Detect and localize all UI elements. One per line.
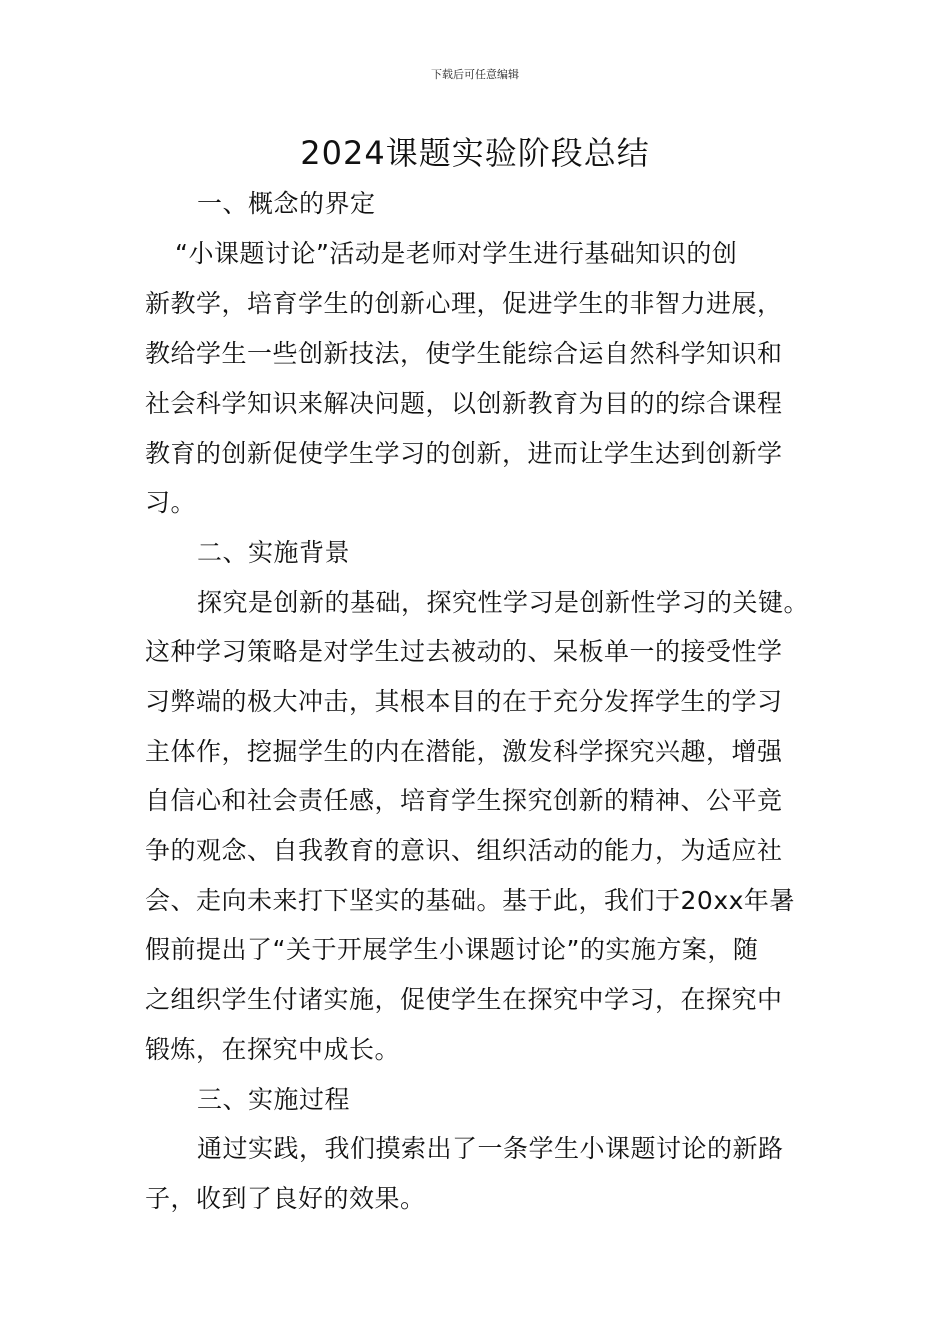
paragraph-line: 习弊端的极大冲击，其根本目的在于充分发挥学生的学习 [145, 687, 783, 716]
paragraph-line: 自信心和社会责任感，培育学生探究创新的精神、公平竞 [145, 786, 783, 815]
paragraph-line: 探究是创新的基础，探究性学习是创新性学习的关键。 [197, 588, 810, 617]
paragraph-line: 习。 [145, 488, 197, 517]
paragraph-line: 会、走向未来打下坚实的基础。基于此，我们于20xx年暑 [145, 886, 795, 915]
section-heading-3: 三、实施过程 [197, 1085, 351, 1114]
paragraph-line: 通过实践，我们摸索出了一条学生小课题讨论的新路 [197, 1134, 784, 1163]
paragraph-line: 之组织学生付诸实施，促使学生在探究中学习，在探究中 [145, 985, 783, 1014]
paragraph-line: 社会科学知识来解决问题，以创新教育为目的的综合课程 [145, 389, 783, 418]
paragraph-line: 争的观念、自我教育的意识、组织活动的能力，为适应社 [145, 836, 783, 865]
section-heading-2: 二、实施背景 [197, 538, 351, 567]
section-heading-1: 一、概念的界定 [197, 189, 376, 218]
paragraph-line: 新教学，培育学生的创新心理，促进学生的非智力进展， [145, 289, 783, 318]
paragraph-line: 教育的创新促使学生学习的创新，进而让学生达到创新学 [145, 439, 783, 468]
paragraph-line: 锻炼，在探究中成长。 [145, 1035, 401, 1064]
paragraph-line: 这种学习策略是对学生过去被动的、呆板单一的接受性学 [145, 637, 783, 666]
paragraph-line: 教给学生一些创新技法，使学生能综合运自然科学知识和 [145, 339, 783, 368]
document-title: 2024课题实验阶段总结 [300, 134, 650, 172]
paragraph-line: “小课题讨论”活动是老师对学生进行基础知识的创 [175, 239, 738, 268]
paragraph-line: 子，收到了良好的效果。 [145, 1184, 426, 1213]
header-note: 下载后可任意编辑 [431, 68, 519, 81]
paragraph-line: 主体作，挖掘学生的内在潜能，激发科学探究兴趣，增强 [145, 737, 783, 766]
paragraph-line: 假前提出了“关于开展学生小课题讨论”的实施方案，随 [145, 935, 759, 964]
